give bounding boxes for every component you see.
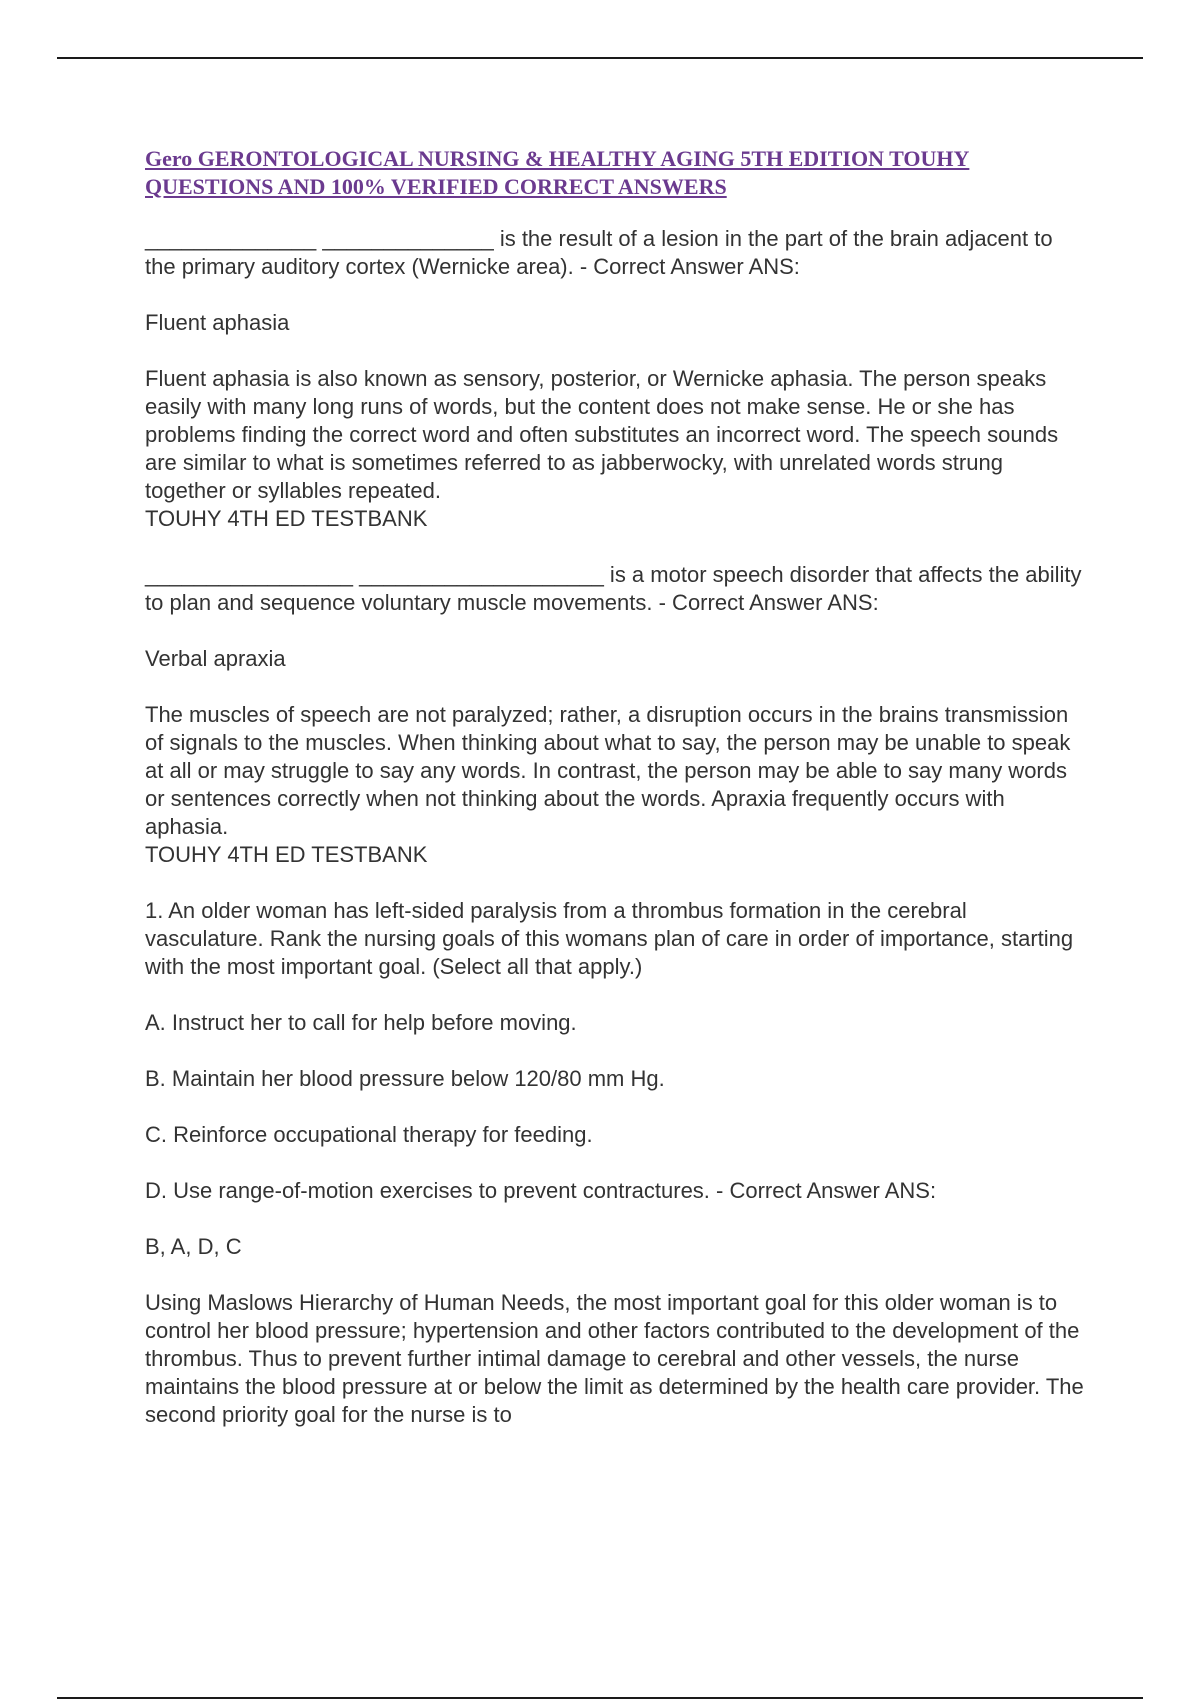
- answer-1: Fluent aphasia: [145, 310, 290, 335]
- question-3: 1. An older woman has left-sided paralysis from a thrombus formation in the cerebral vasculature. Rank the nursing goals of this womans plan of care in order of importance, starting with the most important goal. (Select all that apply.): [145, 898, 1074, 979]
- source-label-1: TOUHY 4TH ED TESTBANK: [145, 506, 428, 531]
- rationale-3: Using Maslows Hierarchy of Human Needs, the most important goal for this older woman is to control her blood pressure; hypertension and other factors contributed to the development of the thrombus. Thus to prevent further intimal damage to cerebral and other vessels, the nurse maintains the blood pressure at or below the limit as determined by the health care provider. The second priority goal for the nurse is to: [145, 1290, 1084, 1427]
- answer-3: B, A, D, C: [145, 1234, 242, 1259]
- source-label-2: TOUHY 4TH ED TESTBANK: [145, 842, 428, 867]
- option-b: B. Maintain her blood pressure below 120/80 mm Hg.: [145, 1066, 665, 1091]
- option-a: A. Instruct her to call for help before moving.: [145, 1010, 577, 1035]
- option-d: D. Use range-of-motion exercises to prevent contractures. - Correct Answer ANS:: [145, 1178, 937, 1203]
- rationale-1: Fluent aphasia is also known as sensory, posterior, or Wernicke aphasia. The person speaks easily with many long runs of words, but the content does not make sense. He or she has problems finding the correct word and often substitutes an incorrect word. The speech sounds are similar to what is sometimes referred to as jabberwocky, with unrelated words strung together or syllables repeated.: [145, 366, 1059, 503]
- page-bottom-rule: [57, 1697, 1143, 1699]
- option-c: C. Reinforce occupational therapy for feeding.: [145, 1122, 593, 1147]
- document-body: [145, 145, 1085, 1457]
- question-blank-1: ______________ ______________ is the result of a lesion in the part of the brain adjacent to the primary auditory cortex (Wernicke area). - Correct Answer ANS:: [145, 226, 1053, 279]
- page-top-rule: [57, 57, 1143, 59]
- document-title-link[interactable]: Gero GERONTOLOGICAL NURSING & HEALTHY AGING 5TH EDITION TOUHY QUESTIONS AND 100% VERIFIED CORRECT ANSWERS: [145, 146, 970, 199]
- question-blank-2: _________________ ____________________ is a motor speech disorder that affects the ability to plan and sequence voluntary muscle movements. - Correct Answer ANS:: [145, 562, 1082, 615]
- rationale-2: The muscles of speech are not paralyzed; rather, a disruption occurs in the brains transmission of signals to the muscles. When thinking about what to say, the person may be unable to speak at all or may struggle to say any words. In contrast, the person may be able to say many words or sentences correctly when not thinking about the words. Apraxia frequently occurs with aphasia.: [145, 702, 1071, 839]
- answer-2: Verbal apraxia: [145, 646, 286, 671]
